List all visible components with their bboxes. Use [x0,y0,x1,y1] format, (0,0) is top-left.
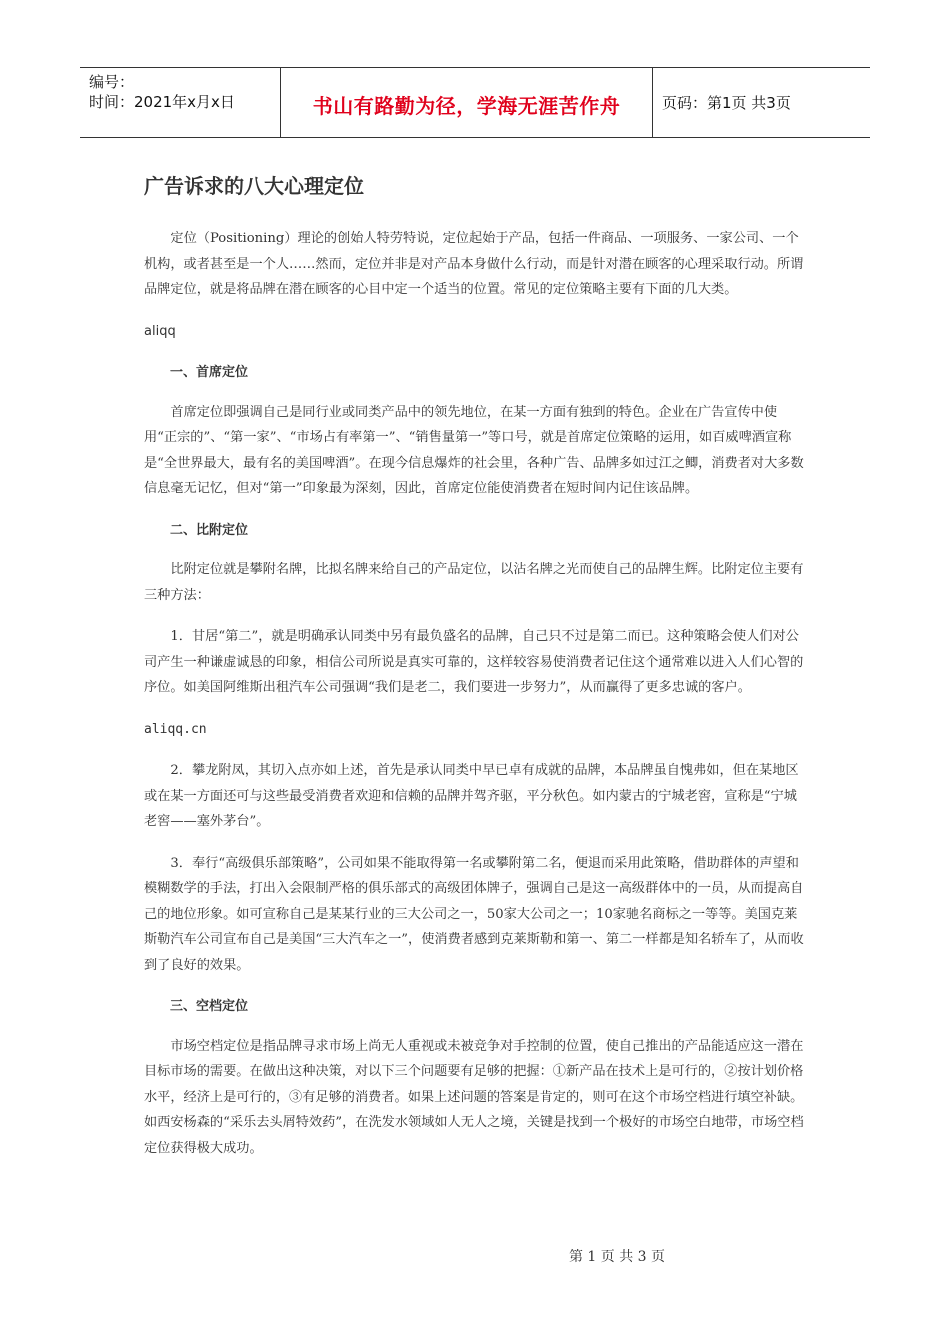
section-paragraph: 首席定位即强调自己是同行业或同类产品中的领先地位，在某一方面有独到的特色。企业在广告宣传中使用“正宗的”、“第一家”、“市场占有率第一”、“销售量第一”等口号，就是首席定位策略的运用，如百威啤酒宣称是“全世界最大，最有名的美国啤酒”。在现今信息爆炸的社会里，各种广告、品牌多如过江之鲫，消费者对大多数信息毫无记忆，但对“第一”印象最为深刻，因此，首席定位能使消费者在短时间内记住该品牌。 [144,404,804,496]
header-motto-cell [281,68,653,137]
list-item: 3．奉行“高级俱乐部策略”，公司如果不能取得第一名或攀附第二名，便退而采用此策略，借助群体的声望和模糊数学的手法，打出入会限制严格的俱乐部式的高级团体牌子，强调自己是这一高级群体中的一员，从而提高自己的地位形象。如可宣称自己是某某行业的三大公司之一，50家大公司之一；10家驰名商标之一等等。美国克莱斯勒汽车公司宣布自己是美国“三大汽车之一”，使消费者感到克莱斯勒和第一、第二一样都是知名轿车了，从而收到了良好的效果。 [144,855,804,973]
header-meta [80,68,281,137]
motto-text: 书山有路勤为径，学海无涯苦作舟 [312,94,621,118]
page-footer [0,1246,950,1266]
watermark-text: aliqq.cn [144,721,207,737]
page-label: 页码：第1页 共3页 [662,94,791,112]
section-heading: 一、首席定位 [170,365,249,380]
section-heading: 二、比附定位 [170,522,249,538]
watermark-text: aliqq [144,323,176,339]
number-label: 编号： [89,73,135,91]
section-paragraph: 市场空档定位是指品牌寻求市场上尚无人重视或未被竞争对手控制的位置，使自己推出的产品能适应这一潜在目标市场的需要。在做出这种决策，对以下三个问题要有足够的把握：①新产品在技术上是可行的，②按计划价格水平，经济上是可行的，③有足够的消费者。如果上述问题的答案是肯定的，则可在这个市场空档进行填空补缺。如西安杨森的“采乐去头屑特效药”，在洗发水领域如人无人之境，关键是找到一个极好的市场空白地带，市场空档定位获得极大成功。 [144,1038,804,1156]
section-heading: 三、空档定位 [170,999,249,1014]
list-item: 2．攀龙附凤，其切入点亦如上述，首先是承认同类中早已卓有成就的品牌，本品牌虽自愧弗如，但在某地区或在某一方面还可与这些最受消费者欢迎和信赖的品牌并驾齐驱，平分秋色。如内蒙古的宁城老窖，宣称是“宁城老窖——塞外茅台”。 [144,763,799,829]
document-header [80,67,870,138]
list-item: 1．甘居“第二”，就是明确承认同类中另有最负盛名的品牌，自己只不过是第二而已。这种策略会使人们对公司产生一种谦虚诚恳的印象，相信公司所说是真实可靠的，这样较容易使消费者记住这个通常难以进入人们心智的序位。如美国阿维斯出租汽车公司强调“我们是老二，我们要进一步努力”，从而赢得了更多忠诚的客户。 [144,629,804,695]
date-label: 时间：2021年x月x日 [89,93,235,111]
footer-page-number: 第 1 页 共 3 页 [568,1249,666,1265]
header-page-cell [653,68,870,137]
document-body [144,172,804,1177]
section-paragraph: 比附定位就是攀附名牌，比拟名牌来给自己的产品定位，以沾名牌之光而使自己的品牌生辉。比附定位主要有三种方法： [144,562,804,603]
intro-paragraph: 定位（Positioning）理论的创始人特劳特说，定位起始于产品，包括一件商品、一项服务、一家公司、一个机构，或者甚至是一个人……然而，定位并非是对产品本身做什么行动，而是针对潜在顾客的心理采取行动。所谓品牌定位，就是将品牌在潜在顾客的心目中定一个适当的位置。常见的定位策略主要有下面的几大类。 [144,231,804,297]
document-title: 广告诉求的八大心理定位 [144,174,364,198]
